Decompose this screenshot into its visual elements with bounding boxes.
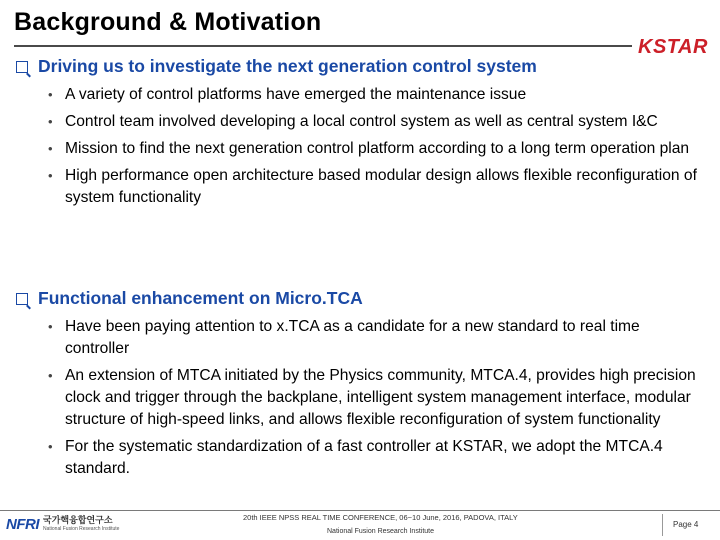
list-item: • An extension of MTCA initiated by the Physics community, MTCA.4, provides high precision clock and trigger through the backplane, intelligent system management interface, modular structure of high-speed links, and allows flexible reconfiguration of system functionality [48, 365, 708, 431]
page-number: Page 4 [673, 520, 699, 529]
list-item: • High performance open architecture based modular design allows flexible reconfiguration of system functionality [48, 165, 708, 209]
motivation-bullet-list [48, 84, 708, 214]
kstar-logo: KSTAR [638, 36, 708, 58]
list-item: • Control team involved developing a local control system as well as central system I&C [48, 111, 708, 133]
nfri-logo-text: NFRI [6, 515, 39, 533]
list-item: • For the systematic standardization of a fast controller at KSTAR, we adopt the MTCA.4 standard. [48, 436, 708, 480]
section-heading-text: Functional enhancement on Micro.TCA [38, 288, 363, 308]
nfri-english-name: National Fusion Research Institute [43, 525, 120, 532]
slide-title: Background & Motivation [14, 8, 322, 36]
checkbox-bullet-icon [16, 293, 28, 305]
section-heading-motivation [16, 56, 537, 77]
list-item: • A variety of control platforms have emerged the maintenance issue [48, 84, 708, 106]
nfri-logo [6, 513, 124, 535]
conference-caption: 20th IEEE NPSS REAL TIME CONFERENCE, 06~10 June, 2016, PADOVA, ITALY [243, 513, 518, 522]
list-item: • Mission to find the next generation control platform according to a long term operation plan [48, 138, 708, 160]
section-heading-microtca [16, 288, 363, 309]
section-heading-text: Driving us to investigate the next generation control system [38, 56, 537, 76]
microtca-bullet-list [48, 316, 708, 485]
page-number-divider [662, 514, 663, 536]
footer-divider [0, 510, 720, 511]
list-item: • Have been paying attention to x.TCA as a candidate for a new standard to real time controller [48, 316, 708, 360]
nfri-logo-subtitle [43, 516, 119, 533]
checkbox-bullet-icon [16, 61, 28, 73]
title-divider [14, 45, 632, 47]
nfri-korean-name: 국가핵융합연구소 [43, 515, 113, 526]
institute-caption: National Fusion Research Institute [327, 528, 434, 535]
